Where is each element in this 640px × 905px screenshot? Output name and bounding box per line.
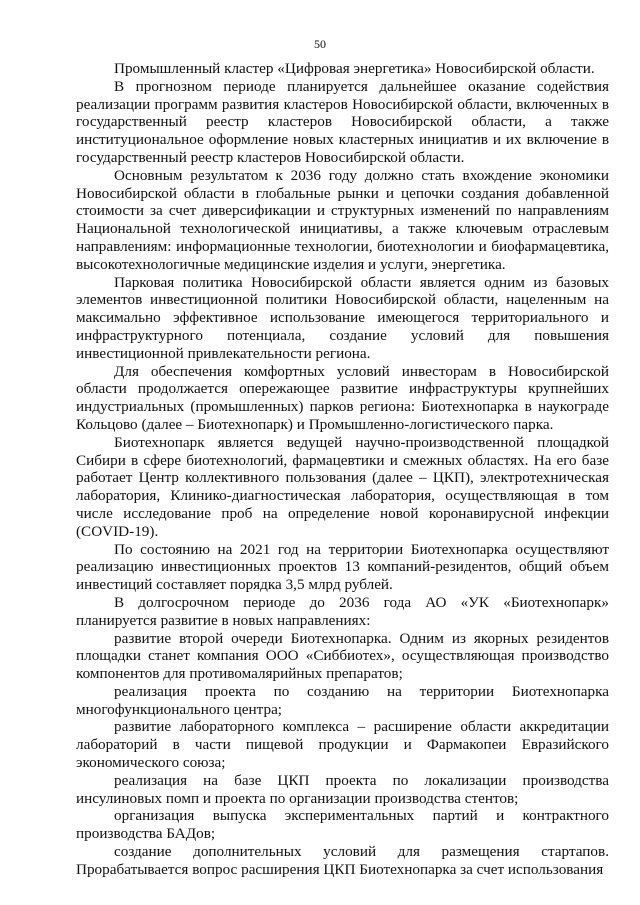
list-item: развитие второй очереди Биотехнопарка. Одним из якорных резидентов площадки станет компания ООО «Сиббиотех», осуществляющая производство компонентов для противомалярийных препаратов; xyxy=(76,629,609,683)
paragraph: Парковая политика Новосибирской области является одним из базовых элементов инвестиционной политики Новосибирской области, нацеленным на максимально эффективное использование имеющегося территориального и инфраструктурного потенциала, создание условий для повышения инвестиционной привлекательности региона. xyxy=(76,273,609,362)
paragraph: Основным результатом к 2036 году должно стать вхождение экономики Новосибирской области в глобальные рынки и цепочки создания добавленной стоимости за счет диверсификации и структурных изменений по направлениям Национальной технологической инициативы, а также ключевым отраслевым направлениям: информационные технологии, биотехнологии и биофармацевтика, высокотехнологичные медицинские изделия и услуги, энергетика. xyxy=(76,166,609,273)
list-item: реализация проекта по созданию на территории Биотехнопарка многофункционального центра; xyxy=(76,682,609,718)
page-number: 50 xyxy=(314,37,326,51)
paragraph: Для обеспечения комфортных условий инвесторам в Новосибирской области продолжается опережающее развитие инфраструктуры крупнейших индустриальных (промышленных) парков региона: Биотехнопарка в наукограде Кольцово (далее – Биотехнопарк) и Промышленно-логистического парка. xyxy=(76,362,609,433)
paragraph: В долгосрочном периоде до 2036 года АО «УК «Биотехнопарк» планируется развитие в новых направлениях: xyxy=(76,593,609,629)
paragraph: По состоянию на 2021 год на территории Биотехнопарка осуществляют реализацию инвестиционных проектов 13 компаний-резидентов, общий объем инвестиций составляет порядка 3,5 млрд рублей. xyxy=(76,540,609,594)
list-item: реализация на базе ЦКП проекта по локализации производства инсулиновых помп и проекта по организации производства стентов; xyxy=(76,771,609,807)
paragraph: В прогнозном периоде планируется дальнейшее оказание содействия реализации программ развития кластеров Новосибирской области, включенных в государственный реестр кластеров Новосибирской области, а также институциональное оформление новых кластерных инициатив и их включение в государственный реестр кластеров Новосибирской области. xyxy=(76,77,609,166)
list-item: развитие лабораторного комплекса – расширение области аккредитации лабораторий в части пищевой продукции и Фармакопеи Евразийского экономического союза; xyxy=(76,718,609,772)
document-body xyxy=(76,60,609,879)
list-item: организация выпуска экспериментальных партий и контрактного производства БАДов; xyxy=(76,807,609,843)
paragraph: Промышленный кластер «Цифровая энергетика» Новосибирской области. xyxy=(114,60,595,77)
paragraph: Биотехнопарк является ведущей научно-производственной площадкой Сибири в сфере биотехнологий, фармацевтики и смежных областях. На его базе работает Центр коллективного пользования (далее – ЦКП), электротехническая лаборатория, Клинико-диагностическая лаборатория, осуществляющая в том числе исследование проб на определение новой коронавирусной инфекции (COVID-19). xyxy=(76,433,609,540)
list-item: создание дополнительных условий для размещения стартапов. Прорабатывается вопрос расширения ЦКП Биотехнопарка за счет использования xyxy=(76,843,609,878)
